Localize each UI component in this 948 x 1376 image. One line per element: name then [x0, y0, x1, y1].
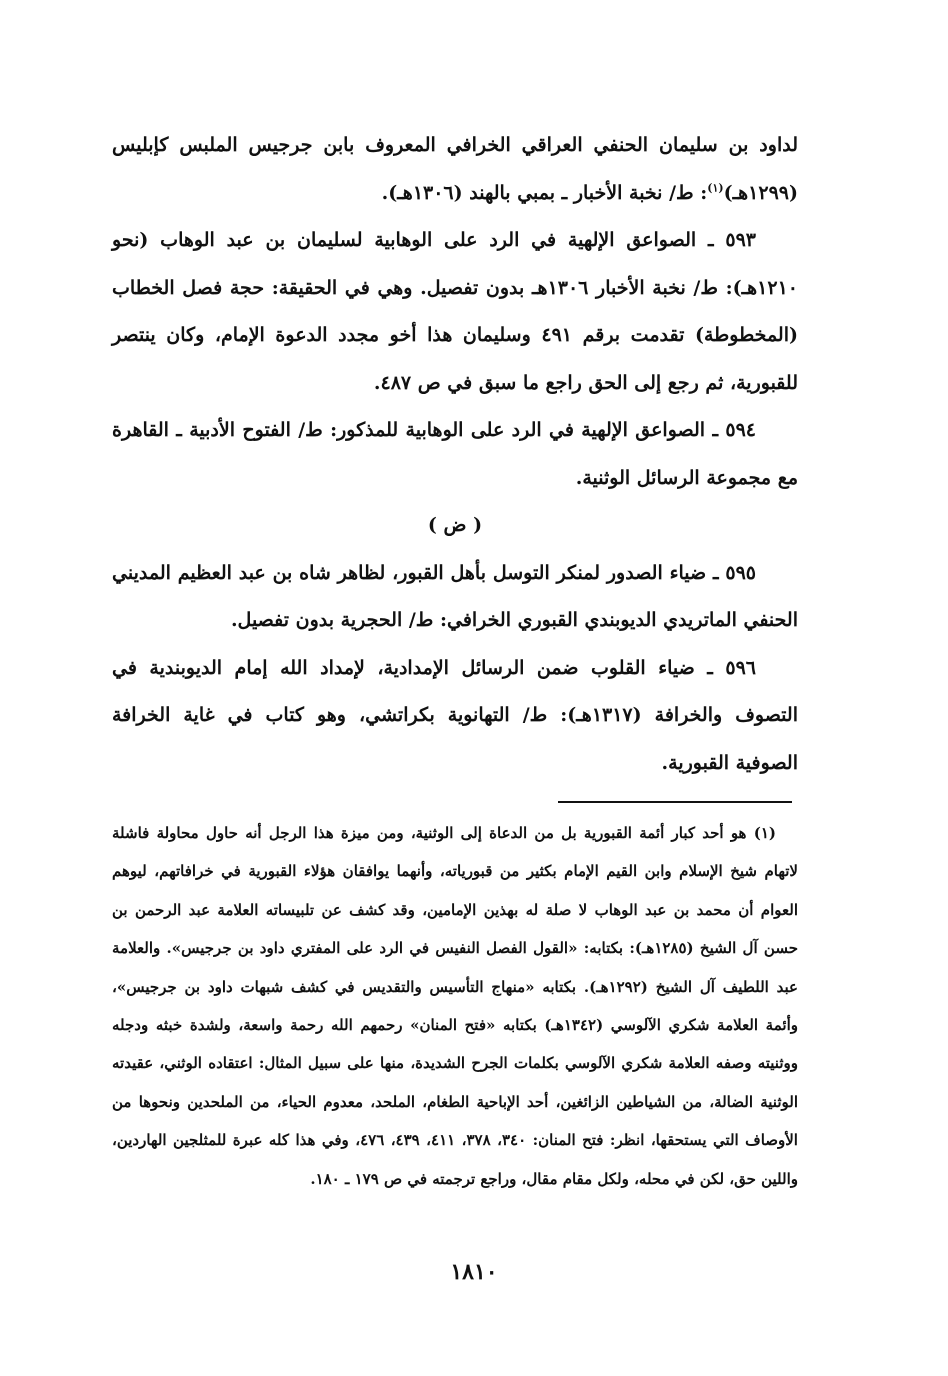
page-number: ١٨١٠: [450, 1259, 498, 1285]
main-text-block: [112, 122, 798, 787]
intro-text: لداود بن سليمان الحنفي العراقي الخرافي المعروف بابن جرجيس الملبس كإبليس (١٢٩٩هـ): [112, 134, 798, 204]
entry-593: ٥٩٣ ـ الصواعق الإلهية في الرد على الوهابية لسليمان بن عبد الوهاب (نحو ١٢١٠هـ): ط/ نخبة الأخبار ١٣٠٦هـ بدون تفصيل. وهي في الحقيقة: حجة فصل الخطاب (المخطوطة) تقدمت برقم ٤٩١ وسليمان هذا أخو مجدد الدعوة الإمام، وكان ينتصر للقبورية، ثم رجع إلى الحق راجع ما سبق في ص ٤٨٧.: [112, 229, 798, 394]
footnote-divider: [558, 801, 792, 803]
footnote-ref-marker[interactable]: (١): [707, 181, 724, 195]
intro-end: : ط/ نخبة الأخبار ـ بمبي بالهند (١٣٠٦هـ).: [381, 181, 708, 204]
section-heading: ( ض ): [427, 514, 483, 536]
footnote-block: [112, 814, 798, 1198]
entry-596: ٥٩٦ ـ ضياء القلوب ضمن الرسائل الإمدادية، لإمداد الله إمام الديوبندية في التصوف والخرافة (١٣١٧هـ): ط/ التهانوية بكراتشي، وهو كتاب في غاية الخرافة الصوفية القبورية.: [112, 656, 798, 774]
entry-595: ٥٩٥ ـ ضياء الصدور لمنكر التوسل بأهل القبور، لظاهر شاه بن عبد العظيم المديني الحنفي الماتريدي الديوبندي القبوري الخرافي: ط/ الحجرية بدون تفصيل.: [112, 561, 798, 631]
footnote-text: (١) هو أحد كبار أئمة القبورية بل من الدعاة إلى الوثنية، ومن ميزة هذا الرجل أنه حاول محاولة فاشلة لاتهام شيخ الإسلام وابن القيم الإمام بكثير من قبورياته، وأنهما يوافقان هؤلاء القبورية في خرافاتهم، ليوهم العوام أن محمد بن عبد الوهاب لا صلة له بهذين الإمامين، وقد كشف عن تلبيساته العلامة عبد الرحمن بن حسن آل الشيخ (١٢٨٥هـ): بكتابه: «القول الفصل النفيس في الرد على المفتري داود بن جرجيس». والعلامة عبد اللطيف آل الشيخ (١٢٩٢هـ). بكتابه «منهاج التأسيس والتقديس في كشف شبهات داود بن جرجيس»، وأئمة العلامة شكري الآلوسي (١٣٤٢هـ) بكتابه «فتح المنان» رحمهم الله رحمة واسعة، ولشدة خبثه ودجله ووثنيته وصفه العلامة شكري الآلوسي بكلمات الجرح الشديدة، منها على سبيل المثال: اعتقاده الوثني، عقيدته الوثنية الضالة، من الشياطين الزائغين، أحد الإباحية الطغام، الملحد، معدوم الحياء، من الملحدين ونحوها من الأوصاف التي يستحقها، انظر: فتح المنان: ٣٤٠، ٣٧٨، ٤١١، ٤٣٩، ٤٧٦، وفي هذا كله عبرة للمثلجين الهاردين، واللين حق، لكن في محله، ولكل مقام مقال، وراجع ترجمته في ص ١٧٩ ـ ١٨٠.: [112, 824, 799, 1188]
intro-paragraph: [112, 122, 798, 217]
entry-594: ٥٩٤ ـ الصواعق الإلهية في الرد على الوهابية للمذكور: ط/ الفتوح الأدبية ـ القاهرة مع مجموعة الرسائل الوثنية.: [112, 419, 798, 489]
